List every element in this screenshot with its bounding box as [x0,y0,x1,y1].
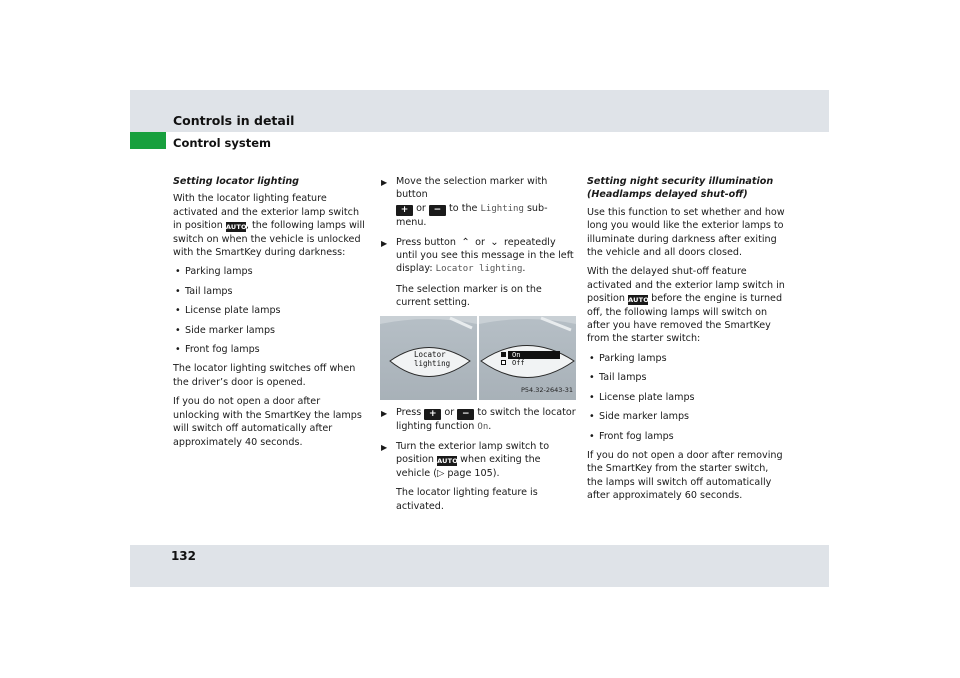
list-item: • Front fog lamps [173,343,369,356]
list-item: • Front fog lamps [587,430,787,443]
lighting-menu-label: Lighting [480,203,524,214]
night-security-note: If you do not open a door after removing the SmartKey from the starter switch, the lamps will switch off automatically after approximately 60 seconds. [587,449,783,502]
step3-text-c: to switch the locator lighting function [396,406,576,432]
step4-end: ). [492,467,500,479]
auto-icon: AUTO [225,223,247,232]
down-arrow-icon: ⌄ [490,236,499,248]
step-marker-icon: ▶ [381,443,388,453]
instruction-step-1 [380,175,576,230]
display-text-line2: lighting [414,358,451,368]
locator-lighting-message: Locator lighting [435,264,523,275]
step2-text-b: or [475,236,485,248]
list-item: • Side marker lamps [587,410,787,423]
display-text-line1: Locator [414,349,446,359]
section-marker [130,132,166,149]
menu-option-off: Off [512,358,525,367]
column-3 [587,175,787,509]
step-marker-icon: ▶ [381,238,388,248]
list-item: • License plate lamps [173,304,369,317]
step2-text-c: repeatedly until you see this message in the left display: [396,236,574,275]
intro-text-a: With the locator lighting feature activated and the exterior lamp switch in position [173,193,360,232]
delayed-text-b: before the engine is turned off, the following lamps will switch on after you have removed the SmartKey from the starter switch: [587,293,783,345]
step3-end: . [488,420,492,432]
step-marker-icon: ▶ [381,408,388,418]
step3-text-a: Press [396,406,422,418]
instruction-step-3 [380,406,576,434]
delayed-shutoff-text [587,265,787,345]
list-item: • Parking lamps [587,352,787,365]
selection-note: The selection marker is on the current setting. [396,283,542,309]
auto-icon: AUTO [628,296,649,305]
step4-text-a: Turn the exterior lamp switch to position [396,441,550,466]
figure-code: P54.32-2643-31 [520,386,573,395]
list-item: • Parking lamps [173,265,369,278]
minus-button-icon: − [457,409,474,420]
minus-button-icon: − [429,205,446,216]
step3-text-b: or [444,406,455,418]
instruction-step-2 [380,236,576,277]
step1-text-c: to the [449,202,478,214]
on-setting-label: On [477,421,489,432]
step1-text-b: or [416,202,426,214]
display-illustration [380,316,576,400]
page-reference-link[interactable]: ▷ page 105 [436,467,493,479]
step1-text-a: Move the selection marker with button [396,176,548,201]
footer-band [130,545,829,587]
auto-icon: AUTO [437,457,458,466]
radio-selected-icon [501,352,506,357]
locator-lighting-heading: Setting locator lighting [173,176,300,187]
night-security-heading: Setting night security illumination (Headlamps delayed shut-off) [587,176,774,201]
step-marker-icon: ▶ [381,178,388,187]
plus-button-icon: + [396,205,413,216]
list-item: • License plate lamps [587,391,787,404]
lamp-list-2 [587,352,787,443]
menu-option-on: On [508,351,560,359]
right-display-panel [479,316,576,400]
instruction-step-4 [380,440,576,480]
radio-unselected-icon [501,360,506,365]
section-title: Controls in detail [173,113,295,128]
column-2 [380,175,576,519]
activation-note: The locator lighting feature is activated. [396,487,538,512]
list-item: • Side marker lamps [173,324,369,337]
left-display-panel [380,316,477,400]
list-item: • Tail lamps [173,285,369,298]
list-item: • Tail lamps [587,371,787,384]
up-arrow-icon: ⌃ [461,236,470,248]
section-subtitle: Control system [173,136,272,150]
column-1 [173,175,369,455]
step2-end: . [522,263,526,275]
locator-note-2: If you do not open a door after unlocking with the SmartKey the lamps will switch off automatically after approximately 40 seconds. [173,396,362,448]
step2-text-a: Press button [396,236,456,248]
night-security-intro: Use this function to set whether and how long you would like the exterior lamps to illuminate during darkness after exiting the vehicle and all doors closed. [587,206,785,259]
locator-intro [173,192,369,259]
step4-text-b: when exiting the vehicle ( [396,454,541,479]
locator-note-1: The locator lighting switches off when the driver’s door is opened. [173,363,356,388]
intro-text-b: , the following lamps will switch on when the vehicle is unlocked with the SmartKey during darkness: [173,220,365,259]
delayed-text-a: With the delayed shut-off feature activated and the exterior lamp switch in position [587,266,785,305]
lamp-list-1 [173,265,369,356]
page-number: 132 [170,549,196,563]
plus-button-icon: + [424,409,441,420]
step1-text-d: sub-menu. [396,202,548,229]
